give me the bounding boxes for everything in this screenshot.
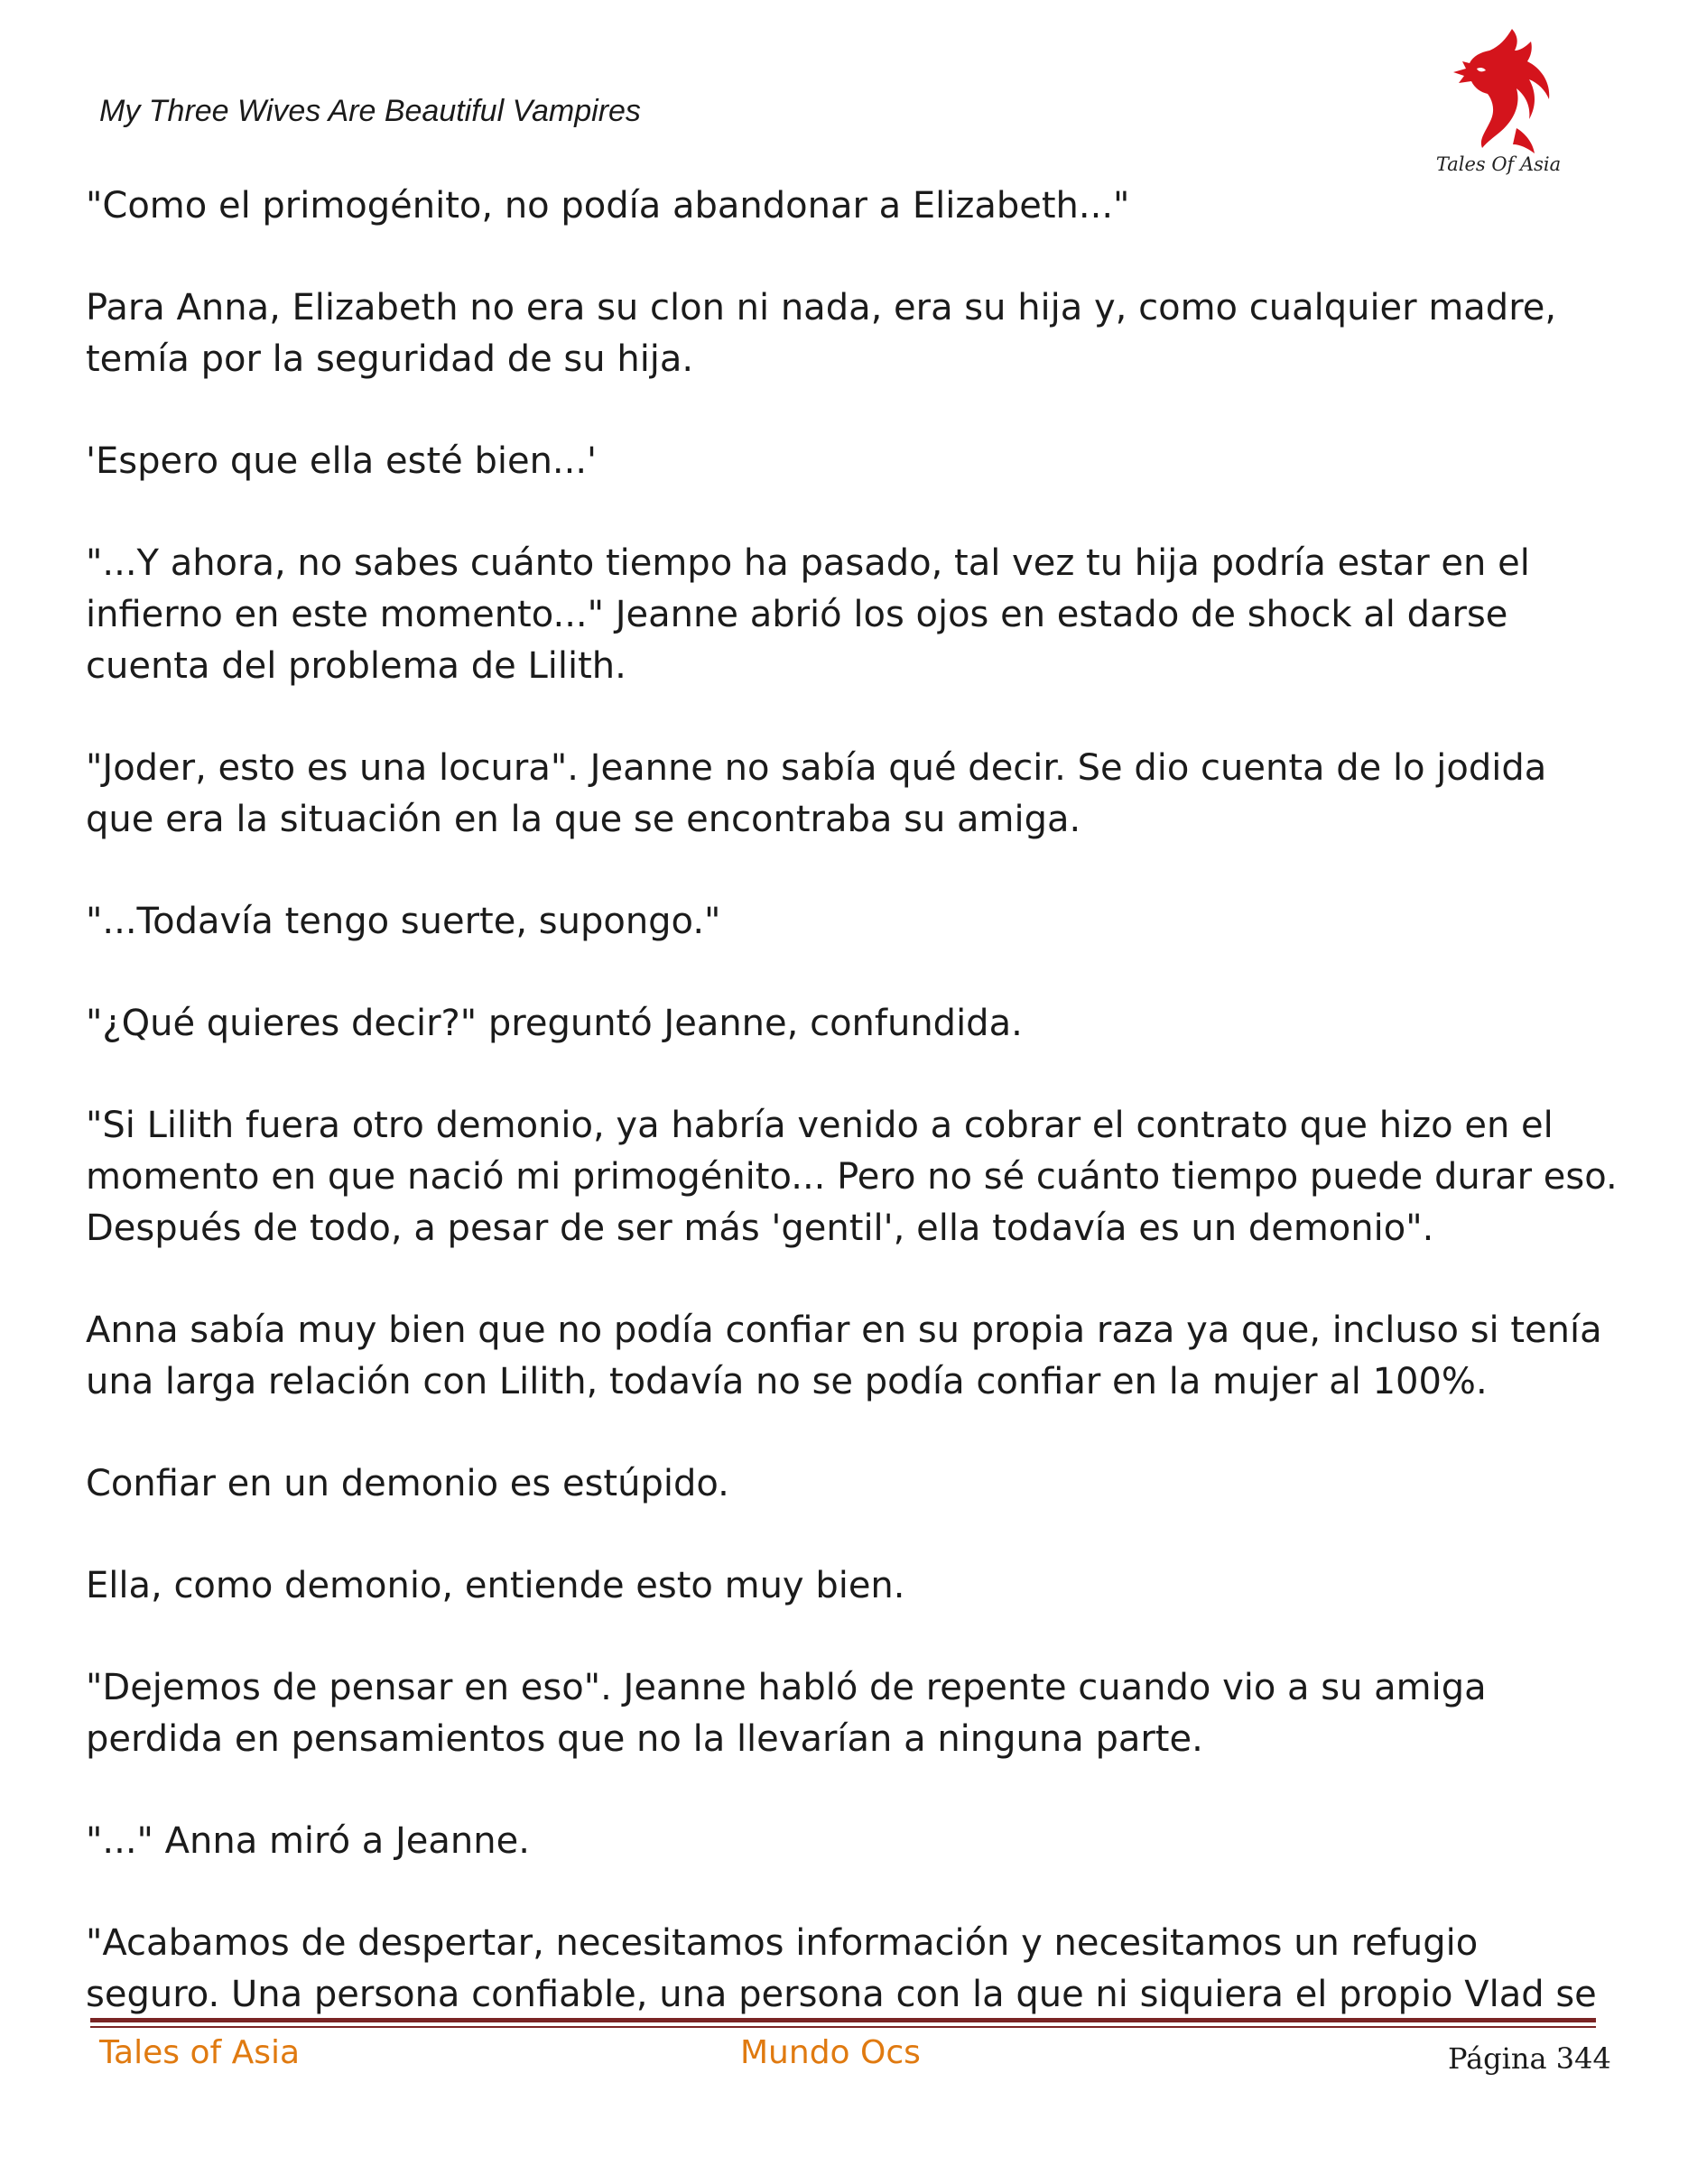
footer-section-name: Mundo Ocs (740, 2034, 921, 2071)
paragraph: "Si Lilith fuera otro demonio, ya habría venido a cobrar el contrato que hizo en el momento en que nació mi primogénito... Pero no sé cuánto tiempo puede durar eso. Después de todo, a pesar de ser más 'gentil', ella todavía es un demonio". (86, 1105, 1618, 1249)
paragraph: "Joder, esto es una locura". Jeanne no sabía qué decir. Se dio cuenta de lo jodida que era la situación en la que se encontraba su amiga. (86, 747, 1547, 840)
paragraph: "Dejemos de pensar en eso". Jeanne habló de repente cuando vio a su amiga perdida en pensamientos que no la llevarían a ninguna parte. (86, 1667, 1487, 1760)
footer-divider (90, 2018, 1596, 2022)
paragraph: Confiar en un demonio es estúpido. (86, 1463, 729, 1504)
paragraph: "Como el primogénito, no podía abandonar a Elizabeth..." (86, 185, 1130, 227)
footer-divider-thin (90, 2026, 1596, 2028)
paragraph: Para Anna, Elizabeth no era su clon ni nada, era su hija y, como cualquier madre, temía por la seguridad de su hija. (86, 287, 1557, 380)
page-number: Página 344 (1448, 2041, 1611, 2076)
body-text (86, 180, 1620, 2022)
book-title: My Three Wives Are Beautiful Vampires (99, 94, 641, 128)
paragraph: Ella, como demonio, entiende esto muy bien. (86, 1565, 905, 1606)
paragraph: Anna sabía muy bien que no podía confiar en su propia raza ya que, incluso si tenía una larga relación con Lilith, todavía no se podía confiar en la mujer al 100%. (86, 1309, 1602, 1402)
paragraph: "...Todavía tengo suerte, supongo." (86, 901, 721, 942)
paragraph: "¿Qué quieres decir?" preguntó Jeanne, confundida. (86, 1003, 1023, 1044)
paragraph: "..." Anna miró a Jeanne. (86, 1820, 530, 1862)
footer-site-name: Tales of Asia (99, 2034, 301, 2071)
logo-caption: Tales Of Asia (1435, 153, 1562, 175)
paragraph: "Acabamos de despertar, necesitamos información y necesitamos un refugio seguro. Una persona confiable, una persona con la que ni siquiera el propio Vlad se (86, 1922, 1597, 2015)
paragraph: "...Y ahora, no sabes cuánto tiempo ha pasado, tal vez tu hija podría estar en el infierno en este momento..." Jeanne abrió los ojos en estado de shock al darse cuenta del problema de Lilith. (86, 542, 1530, 687)
paragraph: 'Espero que ella esté bien...' (86, 440, 598, 482)
